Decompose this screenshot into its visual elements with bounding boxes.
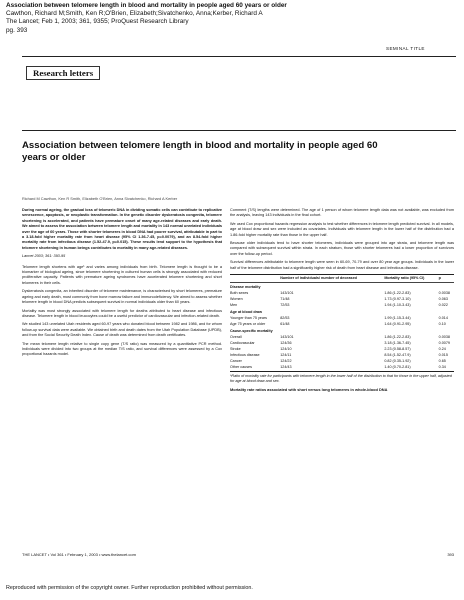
table-cell-p: 0.0079	[438, 341, 450, 346]
table-body	[230, 283, 454, 372]
table-cell-p: 0.10	[438, 322, 446, 327]
body-paragraph: Telomere length shortens with age¹ and varies among individuals from birth. Telomere length is thought to be a biomarker of biological ageing, since telomere shortening in cultured human cells is strongly associated with reduced proliferative capacity. Patients with premature ageing syndromes have accelerated telomere shortening and short telomeres in their cells.	[22, 264, 222, 285]
body-paragraph: The mean telomere length relative to single copy gene (T/S ratio) was measured by a quantitative PCR method. Individuals were divided into two groups at the median T/S ratio, and survival differences were assessed by a Cox proportional hazards model.	[22, 341, 222, 357]
body-paragraph: We used Cox proportional hazards regression analysis to test whether differences in telomere length predicted survival. In all models, age at blood draw and sex were included as covariates. Individuals with telomere length in the lower half of the distribution had a 1.86-fold higher mortality rate than those in the upper half.	[230, 221, 454, 237]
table-cell-p: 0.022	[438, 302, 448, 307]
lancet-reference: Lancet 2003; 361: 393-95	[22, 254, 66, 259]
table-cell-p: 0.0038	[438, 290, 450, 295]
table-cell-label: Other causes	[230, 365, 280, 372]
mortality-table	[230, 274, 454, 372]
table-header: Mortality ratio (95% CI)	[384, 275, 438, 283]
citation-page: pg. 393	[6, 26, 28, 34]
table-cell-ratio: 1.86 (1.22-2.83)	[384, 335, 411, 340]
table-cell-ratio: 1.40 (0.70-2.81)	[384, 365, 438, 372]
table-cell-label: Stroke	[230, 347, 241, 352]
table-cell-label: Age 75 years or older	[230, 322, 266, 327]
table-title: Mortality rate ratios associated with short versus long telomeres in whole-blood DNA	[230, 387, 388, 393]
table-cell-label: Men	[230, 302, 238, 307]
article-byline: Richard M Cawthon, Ken R Smith, Elizabeth O'Brien, Anna Sivatchenko, Richard A Kerber	[22, 196, 178, 201]
table-cell-n: 124/22	[280, 359, 292, 364]
table-cell-p: 0.0038	[438, 335, 450, 340]
table-cell-n: 143/101	[280, 335, 294, 340]
table-row	[230, 328, 454, 335]
citation-header	[6, 2, 458, 35]
right-column	[230, 208, 454, 392]
body-paragraph: Survival differences attributable to telomere length were seen in 60-69, 70-79 and over 80 year age groups. Individuals in the lower half of the telomere distribution had a significantly higher risk of death from heart disease and infectious disease.	[230, 260, 454, 270]
table-cell-p: 0.65	[438, 359, 446, 364]
table-cell-p: 0.34	[439, 365, 454, 372]
table-cell-n: 124/36	[280, 341, 292, 346]
table-cell-label: Cancer	[230, 359, 242, 364]
table-cell-ratio: 3.18 (1.36-7.45)	[384, 341, 411, 346]
footer-journal: THE LANCET • Vol 361 • February 1, 2003 • www.thelancet.com	[22, 552, 136, 557]
table-cell-p: 0.014	[438, 316, 448, 321]
table-cell-n: 82/53	[280, 316, 290, 321]
table-cell-ratio: 1.86 (1.22-2.83)	[384, 290, 411, 295]
abstract: During normal ageing, the gradual loss of telomeric DNA in dividing somatic cells can contribute to replicative senescence, apoptosis, or neoplastic transformation. In the genetic disorder dyskeratosis congenita, telomere shortening is accelerated, and patients have premature onset of many age-related diseases and early death. We aimed to assess the association between telomere length and mortality in 143 normal unrelated individuals over the age of 60 years. Those with shorter telomeres in blood DNA had poorer survival, attributable in part to a 3.18-fold higher mortality rate from heart disease (95% CI 1.36-7.45, p=0.0079), and an 8.54-fold higher mortality rate from infectious disease (1.52-47.9, p=0.015). These results lend support to the hypothesis that telomere shortening in human beings contributes to mortality in many age-related diseases.	[22, 208, 222, 250]
table-cell-label: Both sexes	[230, 290, 249, 295]
table-cell-label: Women	[230, 296, 243, 301]
table-cell-p: 0.24	[438, 347, 446, 352]
research-letters-tag: Research letters	[26, 66, 100, 80]
citation-title: Association between telomere length in blood and mortality in people aged 60 years or older	[6, 2, 287, 9]
table-cell-n: 124/43	[280, 365, 384, 372]
table-cell-ratio: 1.94 (1.10-3.43)	[384, 302, 411, 307]
body-paragraph: We studied 143 unrelated Utah residents aged 60-97 years who donated blood between 1982 and 1986, and for whom follow-up survival data were available. We obtained birth and death dates from the Utah Population Database (UPDB), and from the Social Security Death Index. Cause of death was determined from death certificates.	[22, 322, 222, 338]
table-cell-n: 124/10	[280, 347, 292, 352]
table-cell-ratio: 1.73 (0.97-3.10)	[384, 296, 411, 301]
table-cell-n: 71/48	[280, 296, 290, 301]
table-cell-n: 72/53	[280, 302, 290, 307]
table-row	[230, 283, 454, 291]
table-section-label: Age at blood draw	[230, 310, 262, 315]
title-rule	[22, 130, 456, 131]
table-cell-n: 143/101	[280, 290, 294, 295]
table-header: p	[439, 275, 454, 283]
table-cell-n: 124/11	[280, 353, 292, 358]
table-section-label: Disease mortality	[230, 284, 261, 289]
top-rule	[22, 56, 456, 57]
table-header	[230, 275, 280, 283]
citation-source: The Lancet; Feb 1, 2003; 361, 9355; ProQuest Research Library	[6, 18, 189, 26]
reproduction-notice: Reproduced with permission of the copyright owner. Further reproduction prohibited without permission.	[6, 585, 253, 591]
body-paragraph: Mortality was most strongly associated with telomere length for deaths attributed to heart disease and infectious disease. Telomere length in blood leucocytes could be a useful predictor of cardiovascular and infection-related death.	[22, 308, 222, 318]
table-cell-label: Younger than 75 years	[230, 316, 267, 321]
table-cell-ratio: 2.23 (0.58-8.57)	[384, 347, 411, 352]
article-title: Association between telomere length in blood and mortality in people aged 60 years or older	[22, 140, 378, 163]
citation-authors: Cawthon, Richard M;Smith, Ken R;O'Brien, Elizabeth;Sivatchenko, Anna;Kerber, Richard A	[6, 10, 263, 18]
table-cell-label: Overall	[230, 335, 242, 340]
table-caption: *Ratio of mortality rate for participants with telomere length in the lower half of the distribution to that for those in the upper half, adjusted for age at blood draw and sex.	[230, 374, 452, 384]
body-paragraph: Comment (T/S) lengths were determined. The age of 1 person of whom telomere length data was not available, was excluded from the analysis, leaving 143 individuals in the final cohort.	[230, 208, 454, 218]
table-cell-ratio: 1.99 (1.15-3.44)	[384, 316, 411, 321]
footer-page-number: 393	[447, 552, 454, 557]
left-column	[22, 208, 222, 361]
table-cell-n: 61/48	[280, 322, 290, 327]
body-paragraph: Because older individuals tend to have shorter telomeres, individuals were grouped into age strata, and telomere length was compared with subsequent survival within strata. In each stratum, those with shorter telomeres had a lower proportion of survivors over the follow-up period.	[230, 241, 454, 256]
table-cell-ratio: 1.64 (0.91-2.95)	[384, 322, 411, 327]
table-row	[230, 365, 454, 372]
table-cell-label: Cardiovascular	[230, 341, 255, 346]
table-cell-p: 0.015	[438, 353, 448, 358]
table-header: Number of individuals/ number of deceased	[280, 275, 384, 283]
body-paragraph: Dyskeratosis congenita, an inherited disorder of telomere maintenance, is characterised by short telomeres, premature ageing and early death, most commonly from bone marrow failure and immunodeficiency. We aimed to assess whether telomere length in blood DNA predicts subsequent survival in normal individuals older than 60 years.	[22, 289, 222, 305]
table-cell-p: 0.063	[438, 296, 448, 301]
section-label: SEMINAL TITLE	[386, 46, 425, 51]
table-section-label: Cause-specific mortality	[230, 329, 273, 334]
table-row	[230, 309, 454, 316]
page-footer	[22, 552, 454, 557]
table-cell-ratio: 8.54 (1.52-47.9)	[384, 353, 411, 358]
table-cell-label: Infectious disease	[230, 353, 260, 358]
table-cell-ratio: 0.82 (0.35-1.92)	[384, 359, 411, 364]
article-page	[16, 46, 456, 566]
